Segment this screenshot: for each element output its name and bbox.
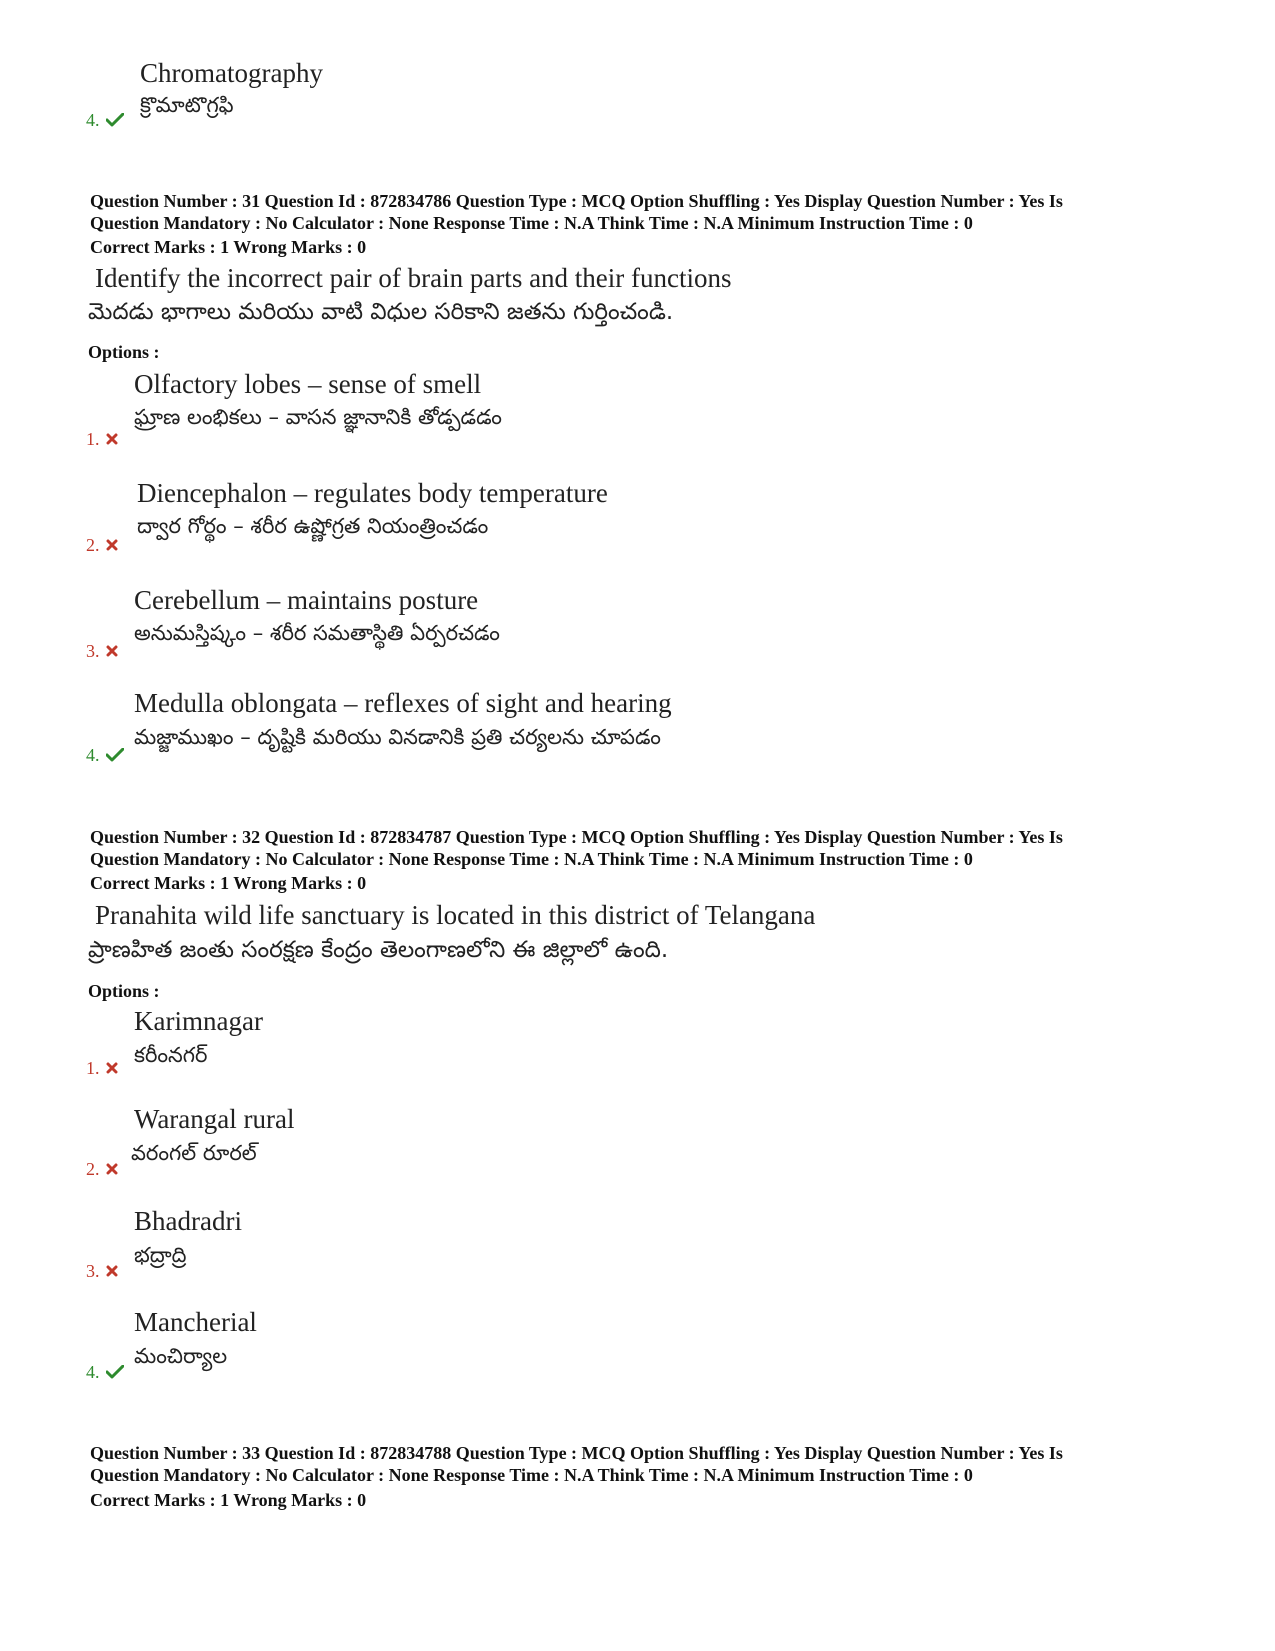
- meta-line-2: Question Mandatory : No Calculator : None Response Time : N.A Think Time : N.A Minimum Instruction Time : 0: [90, 1465, 973, 1485]
- cross-icon: [106, 1163, 118, 1175]
- q31-option-2-number: [86, 535, 118, 555]
- q32-option-4-telugu: మంచిర్యాల: [134, 1344, 228, 1368]
- option-number-label: 3.: [86, 1261, 100, 1281]
- top-option-number: [86, 110, 124, 130]
- check-icon: [106, 1365, 124, 1379]
- q32-option-3-number: [86, 1261, 118, 1281]
- option-number-label: 4.: [86, 745, 100, 765]
- option-number-label: 4.: [86, 1362, 100, 1382]
- q32-option-1-number: [86, 1058, 118, 1078]
- cross-icon: [106, 539, 118, 551]
- option-number-label: 4.: [86, 110, 100, 130]
- question-31-meta: [90, 190, 1210, 234]
- meta-line-1: Question Number : 31 Question Id : 872834786 Question Type : MCQ Option Shuffling : Yes Display Question Number : Yes Is: [90, 191, 1063, 211]
- question-31-text-english: Identify the incorrect pair of brain parts and their functions: [95, 263, 732, 293]
- cross-icon: [106, 433, 118, 445]
- q32-option-4-number: [86, 1362, 124, 1382]
- question-33-marks: Correct Marks : 1 Wrong Marks : 0: [90, 1490, 367, 1510]
- top-option-telugu: క్రొమాటొగ్రఫి: [140, 93, 234, 117]
- check-icon: [106, 113, 124, 127]
- q32-option-2-english: Warangal rural: [134, 1104, 295, 1134]
- cross-icon: [106, 645, 118, 657]
- question-32-text-telugu: ప్రాణహిత జంతు సంరక్షణ కేంద్రం తెలంగాణలోని ఈ జిల్లాలో ఉంది.: [88, 937, 669, 963]
- q31-option-2-telugu: ద్వార గోర్థం – శరీర ఉష్ణోగ్రత నియంత్రించడం: [137, 514, 489, 538]
- q31-option-4-english: Medulla oblongata – reflexes of sight and hearing: [134, 688, 672, 718]
- question-32-text-english: Pranahita wild life sanctuary is located in this district of Telangana: [95, 900, 816, 930]
- option-number-label: 1.: [86, 1058, 100, 1078]
- option-number-label: 2.: [86, 1159, 100, 1179]
- question-32-marks: Correct Marks : 1 Wrong Marks : 0: [90, 873, 367, 893]
- option-number-label: 1.: [86, 429, 100, 449]
- question-32-meta: [90, 826, 1210, 870]
- q31-option-3-number: [86, 641, 118, 661]
- meta-line-1: Question Number : 32 Question Id : 872834787 Question Type : MCQ Option Shuffling : Yes Display Question Number : Yes Is: [90, 827, 1063, 847]
- question-33-meta: [90, 1442, 1210, 1486]
- q31-option-4-number: [86, 745, 124, 765]
- option-number-label: 2.: [86, 535, 100, 555]
- q31-option-3-telugu: అనుమస్తిష్కం – శరీర సమతాస్థితి ఏర్పరచడం: [134, 621, 500, 645]
- q32-option-2-number: [86, 1159, 118, 1179]
- q31-option-1-english: Olfactory lobes – sense of smell: [134, 369, 482, 399]
- q32-option-3-english: Bhadradri: [134, 1206, 242, 1236]
- q31-option-3-english: Cerebellum – maintains posture: [134, 585, 479, 615]
- top-option-english: Chromatography: [140, 58, 323, 88]
- q31-option-1-number: [86, 429, 118, 449]
- cross-icon: [106, 1265, 118, 1277]
- q32-option-1-english: Karimnagar: [134, 1006, 263, 1036]
- q31-option-2-english: Diencephalon – regulates body temperature: [137, 478, 608, 508]
- meta-line-2: Question Mandatory : No Calculator : None Response Time : N.A Think Time : N.A Minimum Instruction Time : 0: [90, 213, 973, 233]
- check-icon: [106, 748, 124, 762]
- cross-icon: [106, 1062, 118, 1074]
- question-31-marks: Correct Marks : 1 Wrong Marks : 0: [90, 237, 367, 257]
- question-32-options-label: Options :: [88, 981, 160, 1001]
- q31-option-1-telugu: ఘ్రాణ లంభికలు – వాసన జ్ఞానానికి తోడ్పడడం: [134, 405, 502, 429]
- q32-option-4-english: Mancherial: [134, 1307, 257, 1337]
- q32-option-1-telugu: కరీంనగర్: [134, 1043, 208, 1067]
- q32-option-2-telugu: వరంగల్ రూరల్: [131, 1141, 257, 1165]
- q32-option-3-telugu: భద్రాద్రి: [134, 1243, 187, 1267]
- meta-line-1: Question Number : 33 Question Id : 872834788 Question Type : MCQ Option Shuffling : Yes Display Question Number : Yes Is: [90, 1443, 1063, 1463]
- question-31-options-label: Options :: [88, 342, 160, 362]
- q31-option-4-telugu: మజ్జాముఖం – దృష్టికి మరియు వినడానికి ప్రతి చర్యలను చూపడం: [134, 725, 661, 749]
- question-31-text-telugu: మెదడు భాగాలు మరియు వాటి విధుల సరికాని జతను గుర్తించండి.: [88, 299, 674, 325]
- option-number-label: 3.: [86, 641, 100, 661]
- meta-line-2: Question Mandatory : No Calculator : None Response Time : N.A Think Time : N.A Minimum Instruction Time : 0: [90, 849, 973, 869]
